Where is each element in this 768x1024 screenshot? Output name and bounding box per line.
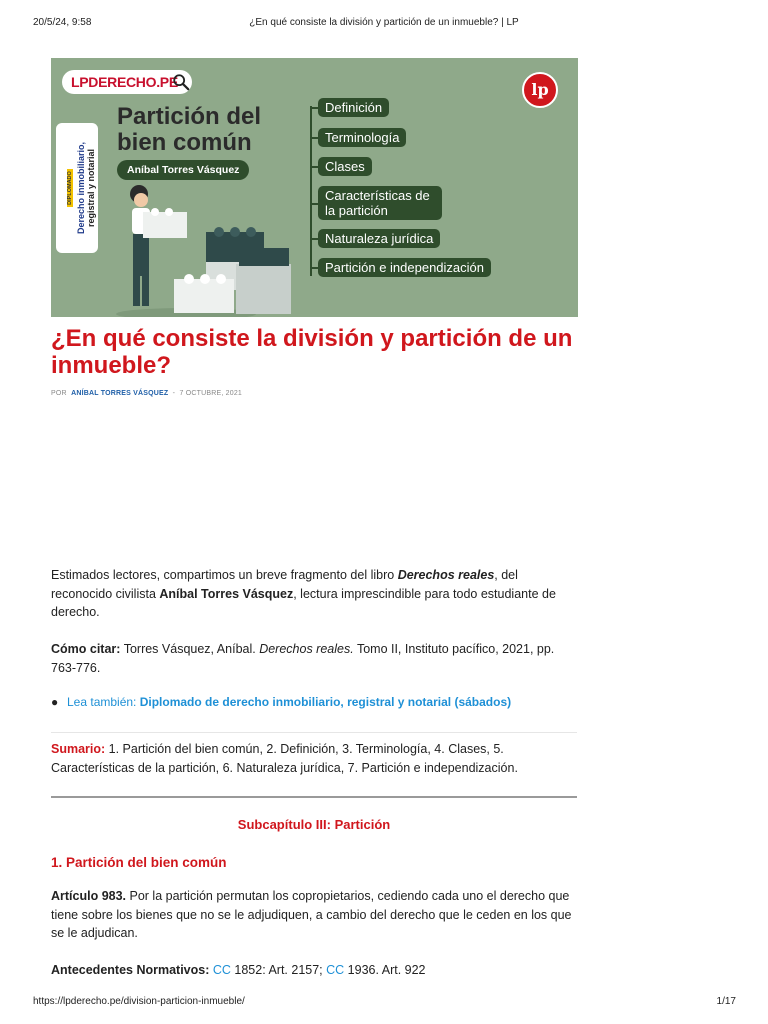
intro-author: Aníbal Torres Vásquez <box>159 586 294 601</box>
diplomado-kicker: DIPLOMADO <box>67 171 73 205</box>
byline-separator: - <box>172 390 176 397</box>
diplomado-card <box>56 123 98 253</box>
banner-title: Partición del bien común <box>117 103 262 156</box>
lp-badge-logo: lp <box>522 72 558 108</box>
byline-date: 7 OCTUBRE, 2021 <box>179 390 243 397</box>
print-page-number: 1/17 <box>716 996 736 1007</box>
article-label: Artículo 983. <box>51 889 127 903</box>
article-title: ¿En qué consiste la división y partición de un inmueble? <box>51 325 573 379</box>
cc-link[interactable]: CC <box>212 963 231 977</box>
byline-author-link[interactable]: ANÍBAL TORRES VÁSQUEZ <box>71 390 169 397</box>
print-url: https://lpderecho.pe/division-particion-inmueble/ <box>33 996 245 1007</box>
cc-link[interactable]: CC <box>326 963 345 977</box>
cite-book: Derechos reales. <box>259 642 354 656</box>
woman-with-blocks-illustration <box>111 176 301 317</box>
print-date: 20/5/24, 9:58 <box>33 17 92 28</box>
summary-divider <box>51 732 577 733</box>
print-page-title: ¿En qué consiste la división y partición de un inmueble? | LP <box>249 17 519 28</box>
search-icon <box>172 73 190 91</box>
summary-paragraph: Sumario: 1. Partición del bien común, 2. Definición, 3. Terminología, 4. Clases, 5. Características de la partición, 6. Naturaleza jurídica, 7. Partición e independización. <box>51 742 518 775</box>
banner-topic-clases: Clases <box>318 157 372 176</box>
lpderecho-logo[interactable] <box>62 70 192 94</box>
intro-paragraph: Estimados lectores, compartimos un breve fragmento del libro Derechos reales, del reconocido civilista Aníbal Torres Vásquez, lectura imprescindible para todo estudiante de derecho. <box>51 568 556 619</box>
antecedents-label: Antecedentes Normativos: <box>51 963 210 977</box>
article-983-paragraph: Artículo 983. Por la partición permutan los copropietarios, cediendo cada uno el derecho que tiene sobre los bienes que no se le adjudiquen, a cambio del derecho que le ceden en los que se le adjudican. <box>51 889 572 940</box>
antecedents-paragraph: Antecedentes Normativos: CC 1852: Art. 2157; CC 1936. Art. 922 <box>51 963 426 977</box>
subchapter-heading: Subcapítulo III: Partición <box>237 817 391 832</box>
diplomado-link[interactable]: Diplomado de derecho inmobiliario, registral y notarial (sábados) <box>139 695 512 709</box>
banner-topic-caracteristicas: Características de la partición <box>318 186 442 220</box>
banner-author: Aníbal Torres Vásquez <box>117 160 249 180</box>
section-divider <box>51 796 577 798</box>
citation-paragraph: Cómo citar: Torres Vásquez, Aníbal. Derechos reales. Tomo II, Instituto pacífico, 2021, pp. 763-776. <box>51 642 555 675</box>
book-title: Derechos reales <box>397 568 495 582</box>
read-also-prefix: Lea también: <box>67 695 140 709</box>
bullet: ● <box>51 695 59 709</box>
featured-banner <box>51 58 578 317</box>
logo-text: LPDERECHO.PE <box>71 74 178 90</box>
banner-topic-naturaleza: Naturaleza jurídica <box>318 229 440 248</box>
banner-topic-definicion: Definición <box>318 98 389 117</box>
byline-prefix: POR <box>51 390 67 397</box>
cite-label: Cómo citar: <box>51 642 121 656</box>
diplomado-subtitle: registral y notarial <box>86 148 96 228</box>
read-also-item <box>51 695 511 709</box>
banner-topic-terminologia: Terminología <box>318 128 406 147</box>
summary-label: Sumario: <box>51 742 106 756</box>
banner-topic-particion: Partición e independización <box>318 258 491 277</box>
section-heading: 1. Partición del bien común <box>51 855 227 870</box>
byline <box>51 390 242 397</box>
menu-connector <box>310 106 312 276</box>
diplomado-title: Derecho inmobiliario, <box>76 141 86 235</box>
